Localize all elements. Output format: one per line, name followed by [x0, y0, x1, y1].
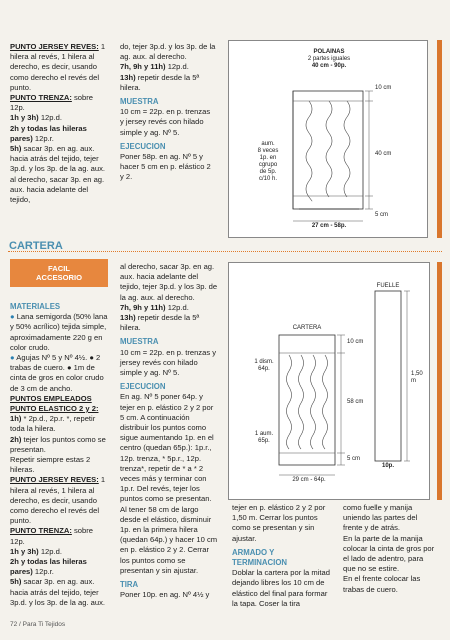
diagram-label-line: c/10 h.	[258, 176, 277, 182]
paragraph	[120, 73, 216, 93]
text: 12p.d.	[165, 62, 189, 72]
top-column-2	[120, 42, 216, 183]
paragraph	[10, 42, 106, 93]
term: ARMADO Y TERMINACION	[232, 547, 288, 568]
paragraph	[10, 526, 108, 546]
term: 2h y todas las hileras pares)	[10, 557, 87, 577]
term: 1h)	[10, 414, 22, 424]
fuelle-title: FUELLE	[376, 283, 400, 289]
paragraph	[232, 503, 330, 544]
text: 12p.r.	[32, 567, 54, 577]
paragraph	[10, 547, 108, 557]
page-edge-bottom	[437, 262, 442, 500]
bottom-column-2	[120, 262, 218, 601]
text: repetir desde la 5ª hilera.	[120, 72, 200, 92]
polainas-side-bot: 5 cm	[375, 212, 389, 218]
cartera-side-top: 10 cm	[347, 339, 364, 345]
cartera-side-mid: 58 cm	[347, 399, 364, 405]
paragraph	[120, 262, 218, 303]
text: Poner 10p. en ag. Nº 4½ y	[120, 590, 210, 600]
text: En el frente colocar las trabas de cuero.	[343, 574, 421, 594]
paragraph	[232, 548, 330, 568]
polainas-aum	[247, 141, 289, 183]
paragraph	[343, 503, 435, 534]
term: 7h, 9h y 11h)	[120, 302, 166, 312]
tag-line-1: FACIL	[48, 264, 70, 273]
text: do, tejer 3p.d. y los 3p. de la ag. aux. al derecho.	[120, 42, 216, 62]
paragraph	[343, 574, 435, 594]
paragraph	[120, 382, 218, 392]
bullet-icon: ●	[10, 353, 15, 363]
difficulty-tag	[10, 259, 108, 287]
section-separator	[8, 251, 442, 252]
fuelle-bottom: 10p.	[381, 463, 394, 469]
paragraph	[120, 313, 218, 333]
paragraph	[10, 144, 106, 205]
term: 5h)	[10, 577, 22, 587]
term: PUNTO JERSEY REVES:	[10, 475, 99, 485]
paragraph	[10, 435, 108, 455]
paragraph	[10, 93, 106, 113]
bottom-column-3	[232, 503, 330, 609]
cartera-side-bot: 5 cm	[347, 456, 361, 462]
text: 12p.d.	[38, 546, 62, 556]
bullet-icon: ●	[10, 312, 15, 322]
term: EJECUCION	[120, 141, 166, 151]
paragraph	[10, 113, 106, 123]
text: Doblar la cartera por la mitad dejando libres los 10 cm de elástico del final para formar la tapa. Coser la tira	[232, 568, 330, 608]
diagram-label-line: 8 veces	[257, 148, 279, 154]
paragraph	[10, 124, 106, 144]
polainas-bottom: 27 cm - 58p.	[311, 223, 347, 229]
term: 5h)	[10, 144, 22, 154]
bottom-column-1	[10, 298, 108, 608]
polainas-sub1: 2 partes iguales	[307, 56, 351, 62]
text: 10 cm = 22p. en p. trenzas y jersey revés con hilado simple y ag. Nº 5.	[120, 347, 217, 378]
term: PUNTO TRENZA:	[10, 526, 72, 536]
text: tejer los puntos como se presentan.	[10, 434, 106, 454]
text: 1 hilera al revés, 1 hilera al derecho, es decir, usando como derecho el revés del punto.	[10, 475, 106, 526]
term: MATERIALES	[10, 302, 61, 311]
term: TIRA	[120, 580, 139, 590]
cartera-aum	[249, 431, 279, 445]
text: 12p.r.	[32, 133, 54, 143]
paragraph	[120, 97, 216, 107]
paragraph	[120, 62, 216, 72]
term: 2h)	[10, 434, 22, 444]
term: PUNTO TRENZA:	[10, 93, 72, 103]
polainas-sub2: 40 cm - 90p.	[311, 63, 347, 69]
fuelle-length: 1,50 m	[411, 371, 423, 384]
term: 13h)	[120, 313, 136, 323]
term: 1h y 3h)	[10, 113, 39, 123]
text: sacar 3p. en ag. aux. hacia atrás del tejido, tejer 3p.d. y los 3p. de la ag. aux.	[10, 577, 105, 607]
diagram-label-line: 1 dism.	[254, 359, 274, 365]
diagram-label-line: 1 aum.	[254, 431, 274, 437]
paragraph	[10, 404, 108, 414]
paragraph	[120, 152, 216, 183]
cartera-bottom: 29 cm - 64p.	[292, 477, 326, 483]
text: 10 cm = 22p. en p. trenzas y jersey revés con hilado simple y ag. Nº 5.	[120, 107, 211, 137]
text: En la parte de la manija colocar la cinta de gros por el lado de adentro, para que no se estire.	[343, 533, 435, 574]
paragraph	[120, 337, 218, 347]
paragraph	[120, 348, 218, 379]
paragraph	[120, 392, 218, 576]
paragraph	[120, 42, 216, 62]
paragraph	[120, 303, 218, 313]
polainas-side-top: 10 cm	[375, 85, 392, 91]
term: MUESTRA	[120, 97, 159, 107]
diagram-label-line: de 5p.	[259, 169, 277, 175]
paragraph	[10, 312, 108, 353]
polainas-diagram	[228, 40, 428, 238]
polainas-side-mid: 40 cm	[375, 151, 392, 157]
text: Repetir siempre estas 2 hileras.	[10, 455, 91, 475]
paragraph	[120, 580, 218, 590]
paragraph	[10, 455, 108, 475]
text: repetir desde la 5ª hilera.	[120, 313, 200, 333]
paragraph	[10, 394, 108, 404]
text: sacar 3p. en ag. aux. hacia atrás del tejido, tejer 3p.d. y los 3p. de la ag. aux. al derecho, sacar 3p. en ag. aux. hacia adelante del tejido,	[10, 144, 105, 205]
tag-line-2: ACCESORIO	[36, 273, 82, 282]
text: al derecho, sacar 3p. en ag. aux. hacia adelante del tejido, tejer 3p.d. y los 3p. de la ag. aux. al derecho.	[120, 262, 218, 302]
paragraph	[120, 107, 216, 138]
cartera-diagram	[228, 262, 430, 500]
paragraph	[120, 142, 216, 152]
paragraph	[10, 414, 108, 434]
term: PUNTOS EMPLEADOS	[10, 393, 92, 403]
text: 12p.d.	[165, 302, 189, 312]
page-edge-top	[437, 40, 442, 238]
paragraph	[232, 568, 330, 609]
diagram-label-line: 64p.	[258, 366, 270, 372]
paragraph	[343, 534, 435, 575]
text: * 2p.d., 2p.r. *, repetir toda la hilera.	[10, 414, 96, 434]
text: Agujas Nº 5 y Nº 4½. ● 2 trabas de cuero. ● 1m de cinta de gros en color crudo de 3 cm de ancho.	[10, 353, 104, 393]
term: PUNTO ELASTICO 2 y 2:	[10, 404, 99, 414]
text: En ag. Nº 5 poner 64p. y tejer en p. elástico 2 y 2 por 5 cm. A continuación distribuir los puntos como sigue aumentando 1p. en el centro (quedan 65p.): 1p.r., 12p. trenza, * 5p.r., 12p. trenza*, repetir de * a * 2 veces más y terminar con 1p.r. Del revés, tejer los puntos como se presentan. Al tener 58 cm de largo desde el elástico, disminuir 1p. en la primera hilera (quedan 64p.) y hacer 10 cm en p. elástico 2 y 2. Cerrar los puntos como se presentan y sin ajustar.	[120, 392, 218, 575]
paragraph	[10, 475, 108, 526]
page-footer: 72 / Para Ti Tejidos	[10, 621, 66, 628]
cartera-diagram-title: CARTERA	[292, 325, 322, 331]
text: Poner 58p. en ag. Nº 5 y hacer 5 cm en p. elástico 2 y 2.	[120, 152, 211, 182]
diagram-label-line: 65p.	[258, 438, 270, 444]
term: 7h, 9h y 11h)	[120, 62, 166, 72]
cartera-dism	[249, 359, 279, 373]
text: sobre 12p.	[10, 93, 93, 113]
diagram-label-line: 1p. en	[259, 155, 277, 161]
paragraph	[10, 353, 108, 394]
polainas-drawing	[229, 41, 427, 237]
term: 13h)	[120, 72, 136, 82]
term: 1h y 3h)	[10, 546, 39, 556]
paragraph	[10, 302, 108, 312]
text: sobre 12p.	[10, 526, 93, 546]
diagram-label-line: aum.	[261, 141, 275, 147]
term: PUNTO JERSEY REVES:	[10, 42, 99, 51]
text: 12p.d.	[38, 113, 62, 123]
term: 2h y todas las hileras pares)	[10, 123, 87, 143]
text: como fuelle y manija uniendo las partes del frente y de atrás.	[343, 503, 418, 533]
cartera-heading: CARTERA	[9, 240, 63, 252]
diagram-label-line: cgrupo	[258, 162, 278, 168]
paragraph	[10, 557, 108, 577]
paragraph	[10, 577, 108, 608]
term: MUESTRA	[120, 337, 159, 347]
paragraph	[120, 590, 218, 600]
top-column-1	[10, 42, 106, 205]
polainas-title: POLAINAS	[313, 49, 345, 55]
term: EJECUCION	[120, 382, 166, 392]
text: tejer en p. elástico 2 y 2 por 1,50 m. Cerrar los puntos como se presentan y sin ajustar.	[232, 503, 326, 543]
bottom-column-4	[343, 503, 435, 595]
text: Lana semigorda (50% lana y 50% acrílico) tejida simple, aproximadamente 220 g en color crudo.	[10, 312, 108, 352]
text: 1 hilera al revés, 1 hilera al derecho, es decir, usando como derecho el revés del punto.	[10, 42, 106, 92]
